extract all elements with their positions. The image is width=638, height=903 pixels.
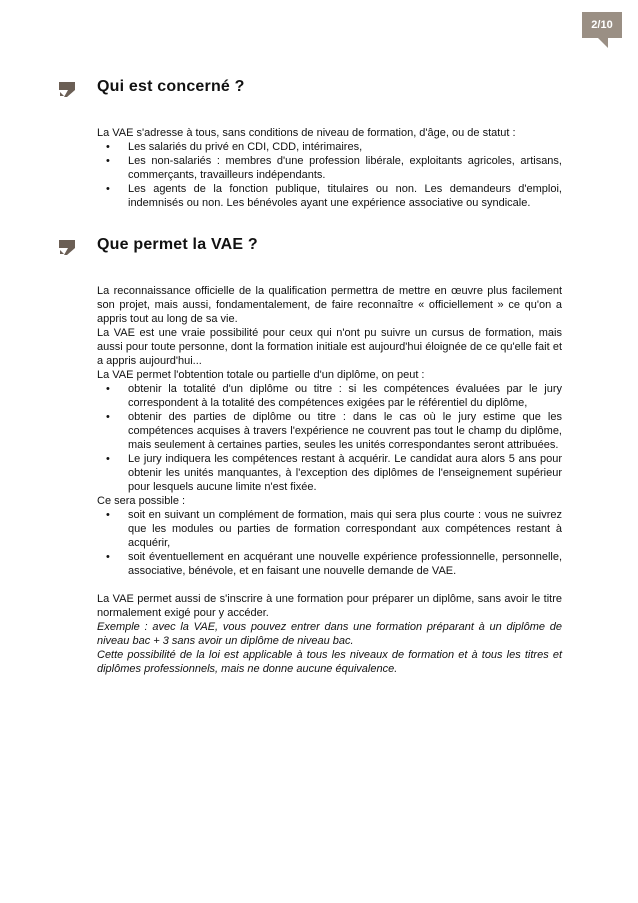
list-item: • Les salariés du privé en CDI, CDD, intérimaires, [97,140,562,154]
list-item: • soit en suivant un complément de formation, mais qui sera plus courte : vous ne suivrez que les modules ou parties de formation correspondant aux compétences restant à acquérir, [97,508,562,550]
paragraph: La VAE permet l'obtention totale ou partielle d'un diplôme, on peut : [97,369,425,381]
quote-mark-icon [58,238,76,256]
intro-paragraph: La VAE s'adresse à tous, sans conditions de niveau de formation, d'âge, ou de statut : [97,127,516,139]
section-que-permet-la-vae [0,236,638,675]
list-item: • obtenir la totalité d'un diplôme ou titre : si les compétences évaluées par le jury correspondent à la totalité des compétences exigées par le référentiel du diplôme, [97,382,562,410]
list-item: • Le jury indiquera les compétences restant à acquérir. Le candidat aura alors 5 ans pour obtenir les unités manquantes, à l'exception des diplômes de l'enseignement supérieur pour lesquels aucune limite n'est fixée. [97,452,562,494]
paragraph: La reconnaissance officielle de la qualification permettra de mettre en œuvre plus facilement son projet, mais aussi, fondamentalement, de faire reconnaître « officiellement » ce qu'on a appris tout au long de sa vie. [97,285,562,325]
quote-mark-icon [58,80,76,98]
example-paragraph: Exemple : avec la VAE, vous pouvez entrer dans une formation préparant à un diplôme de niveau bac + 3 sans avoir un diplôme de niveau bac. [97,621,562,647]
paragraph: La VAE permet aussi de s'inscrire à une formation pour préparer un diplôme, sans avoir le titre normalement exigé pour y accéder. [97,593,562,619]
section-title: Qui est concerné ? [97,78,245,95]
list-item: • soit éventuellement en acquérant une nouvelle expérience professionnelle, personnelle, associative, bénévole, et en faisant une nouvelle demande de VAE. [97,550,562,578]
list-item: • Les non-salariés : membres d'une profession libérale, exploitants agricoles, artisans, commerçants, travailleurs indépendants. [97,154,562,182]
page-badge-tail [598,38,608,48]
diploma-options-list [97,382,562,494]
section-body [97,284,562,676]
possibilities-list [97,508,562,578]
audience-list [97,140,562,210]
paragraph: La VAE est une vraie possibilité pour ceux qui n'ont pu suivre un cursus de formation, mais aussi pour toute personne, dont la formation initiale est aujourd'hui éloignée de ce qu'elle fait et a appris aujourd'hui... [97,327,562,367]
section-qui-est-concerne [0,78,638,209]
page-number-badge: 2/10 [582,12,622,38]
list-item: • Les agents de la fonction publique, titulaires ou non. Les demandeurs d'emploi, indemnisés ou non. Les bénévoles ayant une expérience associative ou syndicale. [97,182,562,210]
spacer [97,578,562,592]
section-body [97,126,562,210]
note-paragraph: Cette possibilité de la loi est applicable à tous les niveaux de formation et à tous les titres et diplômes professionnels, mais ne donne aucune équivalence. [97,649,562,675]
paragraph: Ce sera possible : [97,495,186,507]
list-item: • obtenir des parties de diplôme ou titre : dans le cas où le jury estime que les compétences acquises à travers l'expérience ne couvrent pas tout le champ du diplôme, mais seulement à certaines parties, seules les unités correspondantes seront attribuées. [97,410,562,452]
section-title: Que permet la VAE ? [97,236,258,253]
